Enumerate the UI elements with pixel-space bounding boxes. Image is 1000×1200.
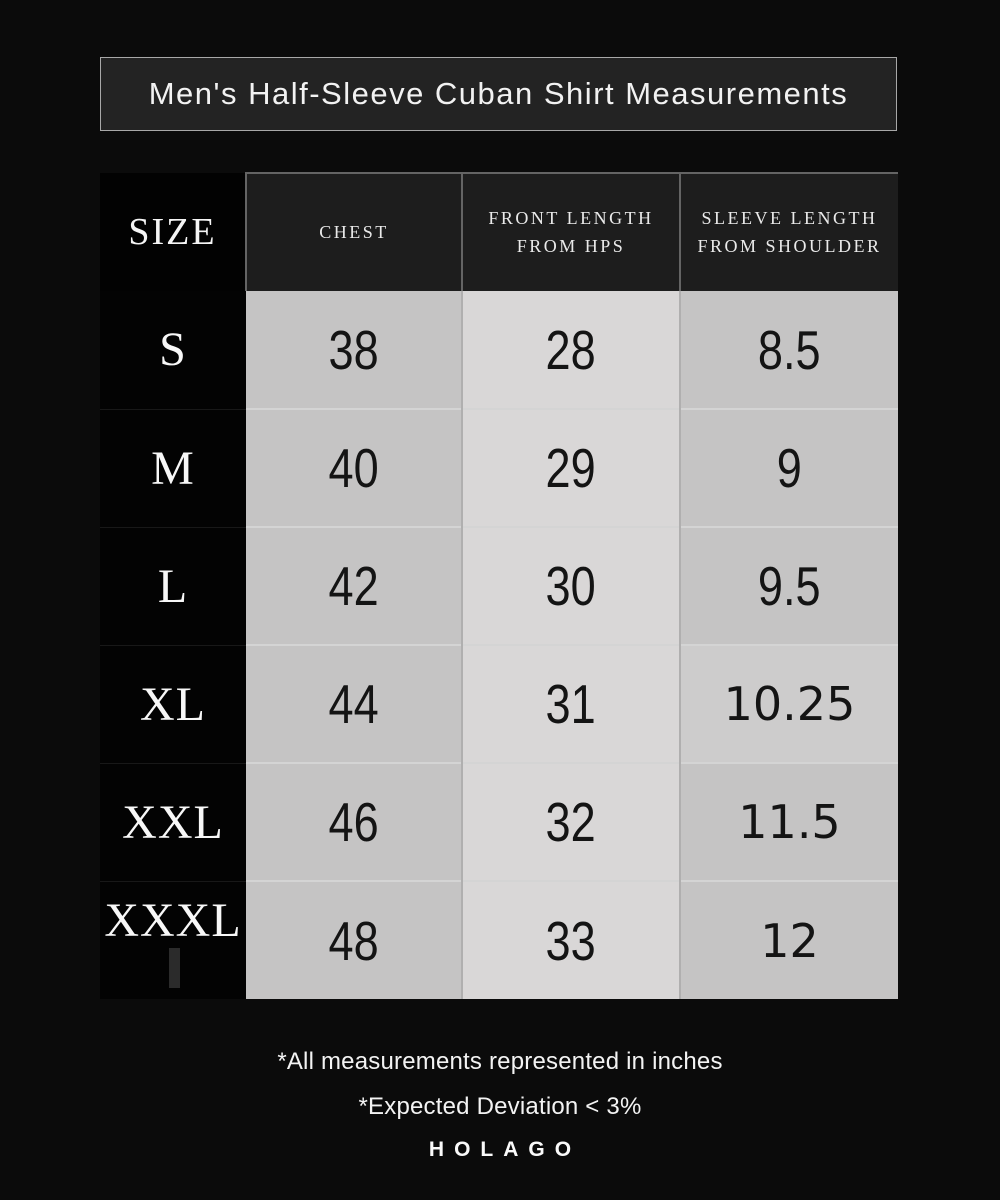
chest-value: 48 <box>328 909 379 972</box>
page-title: Men's Half-Sleeve Cuban Shirt Measurements <box>148 76 849 111</box>
sleeve-length-value: 10.25 <box>723 677 856 731</box>
table-row <box>100 409 898 527</box>
chest-cell <box>246 645 462 763</box>
sleeve-length-value: 8.5 <box>758 318 821 381</box>
header-sleeve-length <box>680 173 898 291</box>
chest-cell <box>246 527 462 645</box>
front-length-value: 30 <box>545 555 597 617</box>
header-chest <box>246 173 462 291</box>
sleeve-length-value: 11.5 <box>738 795 841 849</box>
size-label: S <box>159 323 187 377</box>
sleeve-length-cell <box>680 645 898 763</box>
size-cell <box>100 763 246 881</box>
table-row <box>100 763 898 881</box>
table-header-row <box>100 173 898 291</box>
size-cell <box>100 527 246 645</box>
chest-cell <box>246 763 462 881</box>
front-length-value: 31 <box>545 673 597 735</box>
size-label: XXL <box>122 795 224 849</box>
size-cell <box>100 645 246 763</box>
table-row <box>100 881 898 999</box>
front-length-value: 32 <box>545 791 597 853</box>
front-length-cell <box>462 527 680 645</box>
header-size <box>100 173 246 291</box>
sleeve-length-value: 9.5 <box>758 555 821 617</box>
sleeve-length-value: 12 <box>760 913 819 968</box>
size-cell <box>100 291 246 409</box>
front-length-cell <box>462 409 680 527</box>
chest-cell <box>246 409 462 527</box>
front-length-cell <box>462 645 680 763</box>
header-sleeve-length-line2: FROM SHOULDER <box>697 235 882 256</box>
header-front-length-line2: FROM HPS <box>516 235 626 256</box>
sleeve-length-cell <box>680 527 898 645</box>
header-size-label: SIZE <box>128 211 217 253</box>
measurements-table <box>100 172 898 999</box>
sleeve-length-cell <box>680 881 898 999</box>
chest-cell <box>246 291 462 409</box>
title-box <box>100 57 897 131</box>
size-label: XL <box>140 677 206 731</box>
size-label: XXXL <box>104 893 242 947</box>
header-front-length-line1: FRONT LENGTH <box>488 207 654 228</box>
brand-logo: HOLAGO <box>428 1138 582 1161</box>
front-length-value: 33 <box>545 909 597 972</box>
size-label: M <box>151 441 195 495</box>
header-chest-label: CHEST <box>319 221 389 242</box>
size-cell <box>100 881 246 999</box>
sleeve-length-value: 9 <box>776 437 803 499</box>
header-front-length <box>462 173 680 291</box>
table-row <box>100 527 898 645</box>
table-row <box>100 645 898 763</box>
table-row <box>100 291 898 409</box>
front-length-cell <box>462 881 680 999</box>
chest-value: 38 <box>328 318 379 381</box>
size-label: L <box>157 559 189 613</box>
header-sleeve-length-line1: SLEEVE LENGTH <box>701 207 878 228</box>
cursor-artifact <box>169 948 180 988</box>
footnote-deviation: *Expected Deviation < 3% <box>358 1093 642 1120</box>
sleeve-length-cell <box>680 763 898 881</box>
sleeve-length-cell <box>680 409 898 527</box>
front-length-value: 28 <box>545 318 597 381</box>
chest-value: 40 <box>328 437 379 499</box>
size-cell <box>100 409 246 527</box>
footer <box>0 1048 1000 1162</box>
front-length-cell <box>462 291 680 409</box>
chest-value: 46 <box>328 791 379 853</box>
chest-value: 44 <box>328 673 379 735</box>
front-length-value: 29 <box>545 437 597 499</box>
chest-value: 42 <box>328 555 379 617</box>
chest-cell <box>246 881 462 999</box>
footnote-units: *All measurements represented in inches <box>277 1048 723 1075</box>
sleeve-length-cell <box>680 291 898 409</box>
front-length-cell <box>462 763 680 881</box>
